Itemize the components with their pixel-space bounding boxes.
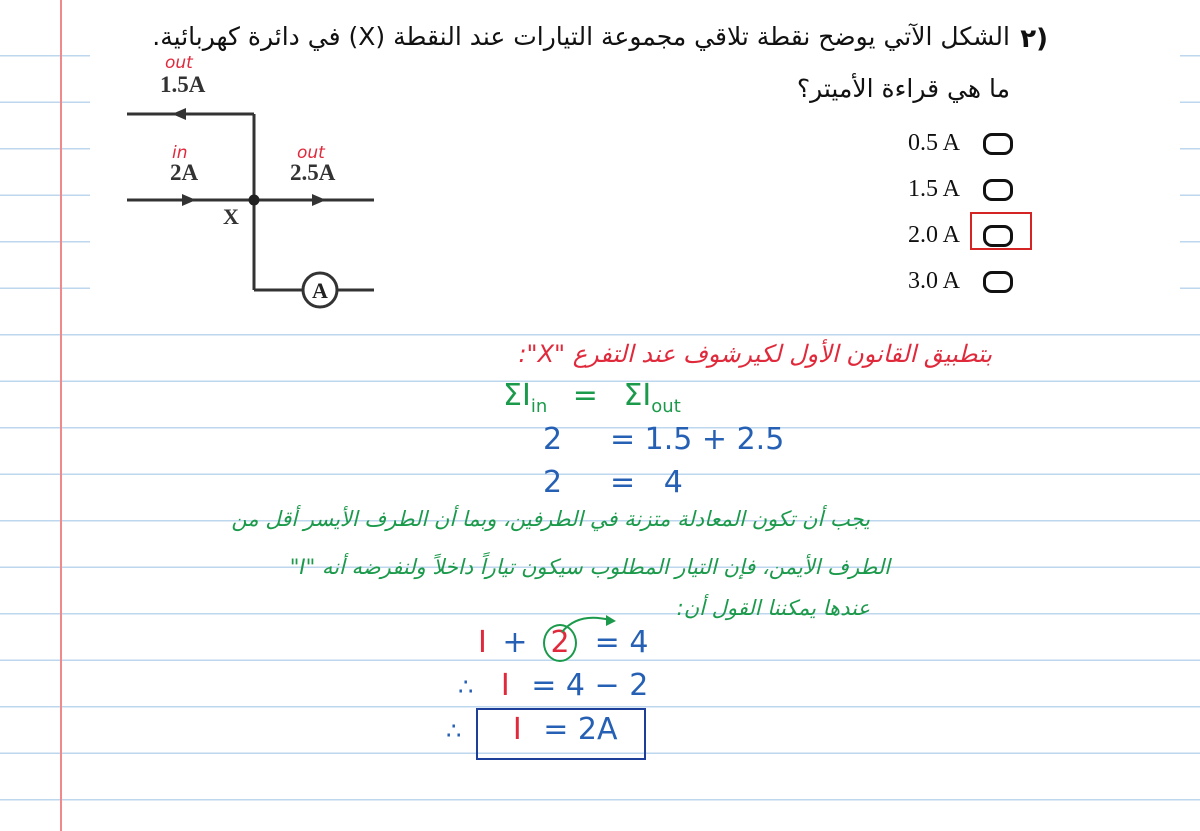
equation-step-1: I + 2 = 4 [478, 625, 649, 660]
equation-step-3: ∴ I = 2A [446, 712, 618, 747]
question-prompt: ما هي قراءة الأميتر؟ [796, 74, 1010, 103]
equation-rhs-3: = 4 [610, 465, 683, 500]
node-x-label: X [223, 204, 239, 229]
circuit-diagram [0, 0, 420, 310]
sum-in: ΣI [503, 378, 531, 413]
arrow-curve-icon [560, 608, 620, 638]
option-label-4: 3.0 A [907, 268, 960, 294]
option-checkbox-1[interactable] [983, 133, 1013, 155]
arrow-left-icon [172, 108, 186, 120]
arrow-right-icon [312, 194, 326, 206]
current-top-label: 1.5A [160, 72, 206, 97]
equation-lhs-2: 2 [543, 422, 563, 457]
question-number: ٢) [1020, 24, 1048, 54]
note-out-top: out [165, 53, 193, 73]
question-text: الشكل الآتي يوضح نقطة تلاقي مجموعة التيارات عند النقطة (X) في دائرة كهربائية. [152, 22, 1010, 51]
note-in-left: in [172, 143, 188, 163]
equation-rhs-2: = 1.5 + 2.5 [610, 422, 785, 457]
explanation-line-1: يجب أن تكون المعادلة متزنة في الطرفين، وبما أن الطرف الأيسر أقل من [231, 507, 870, 531]
selected-answer-highlight [970, 212, 1032, 250]
explanation-line-2: الطرف الأيمن، فإن التيار المطلوب سيكون تياراً داخلاً ولنفرضه أنه "I" [289, 555, 890, 579]
equation-step-2: ∴ I = 4 − 2 [458, 668, 649, 703]
option-label-2: 1.5 A [907, 176, 960, 202]
solution-intro: بتطبيق القانون الأول لكيرشوف عند التفرع "X": [518, 340, 992, 368]
option-label-3: 2.0 A [907, 222, 960, 248]
option-checkbox-2[interactable] [983, 179, 1013, 201]
explanation-line-3: عندها يمكننا القول أن: [676, 596, 870, 620]
equation-kirchhoff: $\Sigma I_{in} = \Sigma I_{out}$ [503, 378, 681, 417]
sum-out: ΣI [623, 378, 652, 413]
option-label-1: 0.5 A [907, 130, 960, 156]
option-checkbox-4[interactable] [983, 271, 1013, 293]
junction-node [249, 195, 260, 206]
current-right-label: 2.5A [290, 160, 336, 185]
note-out-right: out [297, 143, 325, 163]
arrow-right-icon [182, 194, 196, 206]
ammeter-label: A [312, 278, 328, 303]
circled-two: 2 [543, 624, 577, 662]
equation-lhs-3: 2 [543, 465, 563, 500]
current-left-label: 2A [170, 160, 199, 185]
